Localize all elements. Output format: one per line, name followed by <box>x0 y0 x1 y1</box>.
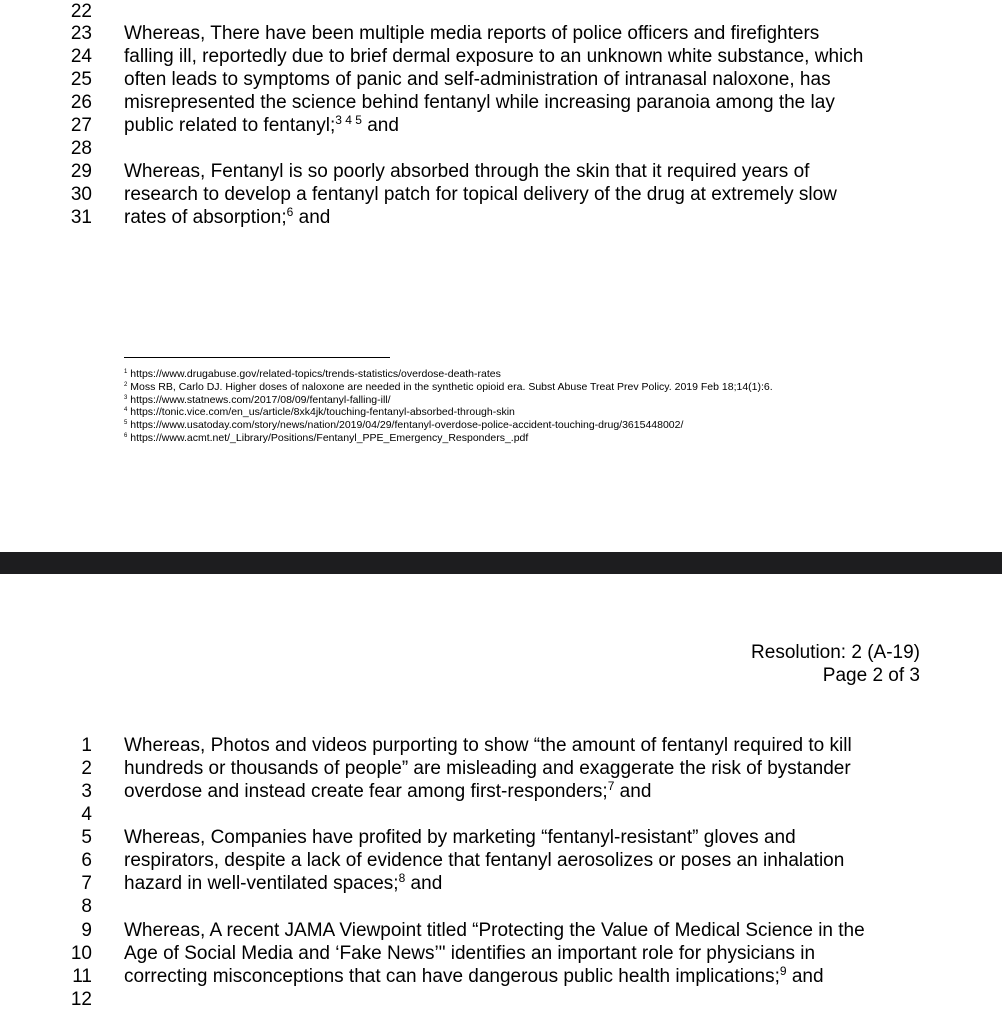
line-number: 3 <box>81 781 92 802</box>
line-number: 4 <box>81 804 92 825</box>
line-text: research to develop a fentanyl patch for topical delivery of the drug at extremely slow <box>124 184 837 205</box>
line-number: 1 <box>81 735 92 756</box>
page-break-bar <box>0 552 1002 574</box>
page-number-label: Page 2 of 3 <box>822 665 920 686</box>
footnote <box>124 419 683 431</box>
footnote <box>124 381 773 393</box>
line-text-tail: and <box>786 966 824 987</box>
footnote-text: https://www.drugabuse.gov/related-topics/trends-statistics/overdose-death-rates <box>130 368 501 380</box>
line-text: Whereas, A recent JAMA Viewpoint titled “Protecting the Value of Medical Science in the <box>124 920 865 941</box>
line-number: 27 <box>70 115 92 136</box>
line-text <box>124 780 651 803</box>
footnote-text: https://www.usatoday.com/story/news/nation/2019/04/29/fentanyl-overdose-police-accident-touching-drug/3615448002/ <box>130 419 684 431</box>
line-number: 7 <box>81 873 92 894</box>
footnote-number: 5 <box>124 420 128 426</box>
line-number: 6 <box>81 850 92 871</box>
footnote-separator <box>124 357 390 358</box>
line-number: 10 <box>70 943 92 964</box>
line-number: 28 <box>70 138 92 159</box>
footnote <box>124 368 501 380</box>
line-text <box>124 206 330 229</box>
line-text-tail: and <box>405 873 443 894</box>
line-number: 11 <box>72 966 92 987</box>
footnote <box>124 394 391 406</box>
line-number: 30 <box>70 184 92 205</box>
footnote-number: 2 <box>124 382 128 388</box>
line-text: Whereas, Companies have profited by marketing “fentanyl-resistant” gloves and <box>124 827 796 848</box>
line-number: 25 <box>70 69 92 90</box>
line-number: 26 <box>70 92 92 113</box>
line-number: 12 <box>70 989 92 1010</box>
footnote <box>124 432 528 444</box>
footnote-text: https://www.acmt.net/_Library/Positions/Fentanyl_PPE_Emergency_Responders_.pdf <box>130 432 529 444</box>
footnote-ref: 7 <box>607 779 615 793</box>
footnote-number: 1 <box>124 369 128 375</box>
line-text: often leads to symptoms of panic and self-administration of intranasal naloxone, has <box>124 69 831 90</box>
resolution-label: Resolution: 2 (A-19) <box>751 642 920 663</box>
line-text: Whereas, There have been multiple media reports of police officers and firefighters <box>124 23 820 44</box>
line-text: Whereas, Photos and videos purporting to show “the amount of fentanyl required to kill <box>124 735 852 756</box>
line-text-body: rates of absorption; <box>124 207 287 228</box>
line-text: misrepresented the science behind fentanyl while increasing paranoia among the lay <box>124 92 835 113</box>
line-text-body: overdose and instead create fear among first-responders; <box>124 781 608 802</box>
footnote-text: Moss RB, Carlo DJ. Higher doses of naloxone are needed in the synthetic opioid era. Subst Abuse Treat Prev Policy. 2019 Feb 18;14(1):6. <box>130 381 773 393</box>
footnote-text: https://tonic.vice.com/en_us/article/8xk4jk/touching-fentanyl-absorbed-through-skin <box>130 406 515 418</box>
line-number: 5 <box>81 827 92 848</box>
line-number: 24 <box>70 46 92 67</box>
line-text <box>124 965 824 988</box>
footnote-text: https://www.statnews.com/2017/08/09/fentanyl-falling-ill/ <box>130 394 391 406</box>
line-text-tail: and <box>361 115 399 136</box>
line-number: 9 <box>81 920 92 941</box>
line-text-tail: and <box>614 781 652 802</box>
line-text-body: correcting misconceptions that can have dangerous public health implications; <box>124 966 780 987</box>
footnote-ref: 8 <box>398 871 406 885</box>
footnote-ref: 6 <box>286 205 294 219</box>
line-text-body: public related to fentanyl; <box>124 115 336 136</box>
line-text <box>124 872 442 895</box>
line-number: 31 <box>70 207 92 228</box>
footnote-number: 3 <box>124 395 128 401</box>
footnote-ref: 9 <box>779 964 787 978</box>
line-text: falling ill, reportedly due to brief dermal exposure to an unknown white substance, which <box>124 46 864 67</box>
footnote <box>124 406 515 418</box>
footnote-number: 6 <box>124 433 128 439</box>
line-text <box>124 114 399 137</box>
line-number: 29 <box>70 161 92 182</box>
document-page-2 <box>0 574 1002 1010</box>
line-text-body: hazard in well-ventilated spaces; <box>124 873 399 894</box>
line-number: 23 <box>70 23 92 44</box>
line-text: Whereas, Fentanyl is so poorly absorbed through the skin that it required years of <box>124 161 810 182</box>
line-number: 8 <box>81 896 92 917</box>
line-text: hundreds or thousands of people” are misleading and exaggerate the risk of bystander <box>124 758 851 779</box>
footnote-ref: 3 4 5 <box>335 113 362 127</box>
line-number: 22 <box>70 1 92 22</box>
line-number: 2 <box>81 758 92 779</box>
line-text: respirators, despite a lack of evidence that fentanyl aerosolizes or poses an inhalation <box>124 850 845 871</box>
footnote-number: 4 <box>124 407 128 413</box>
line-text: Age of Social Media and ‘Fake News’" identifies an important role for physicians in <box>124 943 816 964</box>
line-text-tail: and <box>293 207 331 228</box>
